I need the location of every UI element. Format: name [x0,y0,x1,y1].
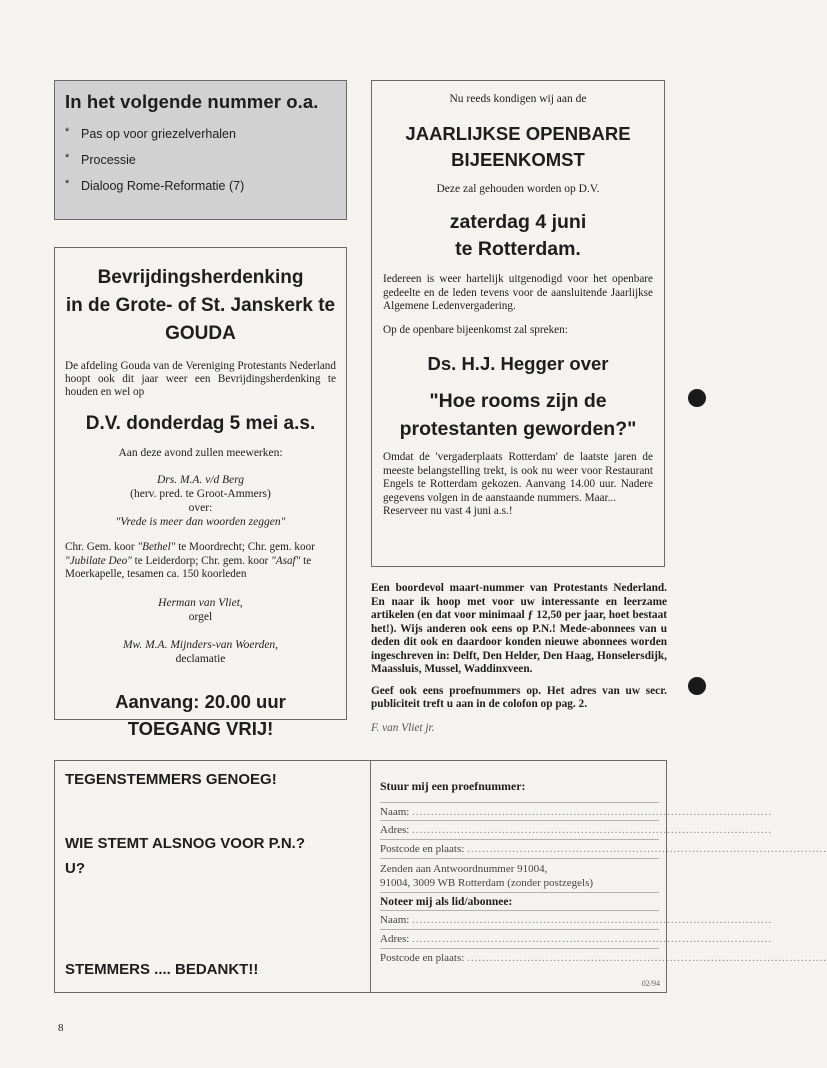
remembrance-date: D.V. donderdag 5 mei a.s. [85,413,316,434]
meeting-heading: JAARLIJKSE OPENBARE BIJEENKOMST [405,123,631,170]
remembrance-box [54,247,347,739]
choirs-text: Chr. Gem. koor "Bethel" te Moordrecht; Chr. gem. koor "Jubilate Deo" te Leiderdorp; Chr. gem. koor "Asaf" te Moerkapelle, tesamen ca. 150 koorleden [65,541,315,580]
bullet-icon: * [65,126,70,138]
member-address-field[interactable]: Adres: ................................................................................................ [380,930,659,949]
list-item: * Pas op voor griezelverhalen [65,126,236,141]
bullet-icon: * [65,178,70,190]
meeting-invitation: Iedereen is weer hartelijk uitgenodigd voor het openbare gedeelte en de leden tevens voor de aansluitende Jaarlijkse Algemene Ledenvergadering. [383,273,653,312]
voters-box [54,760,370,993]
postcode-field[interactable]: Postcode en plaats: ................................................................................................ [380,840,659,859]
address-field[interactable]: Adres: ................................................................................................ [380,821,659,840]
organist-role: orgel [188,610,213,623]
voters-line-3: U? [65,860,85,877]
editorial-para-1: Een boordevol maart-nummer van Protestants Nederland. En naar ik hoop met voor uw interessante en leerzame artikelen (en dat voor minimaal ƒ 12,50 per jaar, hoet bestaat het!). Wijs anderen ook eens op P.N.! Mede-abonnees van u deden dit ook en daardoor konden nieuwe abonnees worden ingeschreven in: Delft, Den Helder, Den Haag, Honselersdijk, Maassluis, Mussel, Waddinxveen. [371,582,667,675]
speaker-topic: "Vrede is meer dan woorden zeggen" [115,516,286,528]
page-number: 8 [58,1022,64,1034]
member-postcode-field[interactable]: Postcode en plaats: ................................................................................................ [380,952,827,964]
declaimer-role: declamatie [175,652,226,665]
next-issue-box [54,80,347,220]
meeting-speaker: Ds. H.J. Hegger over [427,353,609,374]
meeting-date: zaterdag 4 juni te Rotterdam. [449,211,587,260]
send-address: Zenden aan Antwoordnummer 91004, 91004, 3009 WB Rotterdam (zonder postzegels) [380,859,659,893]
admission: TOEGANG VRIJ! [127,717,274,739]
start-time-block [65,688,336,742]
declaimer-block [65,638,336,666]
form-code: 02/94 [641,979,660,988]
organist-block [65,596,336,624]
member-heading: Noteer mij als lid/abonnee: [380,893,659,911]
voters-line-2: WIE STEMT ALSNOG VOOR P.N.? [65,835,306,852]
list-item: * Processie [65,152,136,167]
meeting-topic: "Hoe rooms zijn de protestanten geworden?" [399,390,637,440]
next-issue-list [65,127,336,193]
editorial-text [371,582,667,735]
meeting-venue: Omdat de 'vergaderplaats Rotterdam' de laatste jaren de meeste belangstelling trekt, is ook nu weer voor Restaurant Engels te Rotterdam gekozen. Aanvang 14.00 uur. Nadere gegevens volgen in de aanstaande nummers. Maar... [383,451,653,504]
voters-line-4: STEMMERS .... BEDANKT!! [65,961,259,978]
speaker-over: over: [188,502,213,514]
contributors-intro: Aan deze avond zullen meewerken: [118,447,283,459]
subscription-form [370,760,827,993]
speaker-block [65,473,336,529]
punch-hole-icon [688,389,706,407]
bullet-icon: * [65,152,70,164]
remembrance-title: Bevrijdingsherdenking in de Grote- of St. Janskerk te GOUDA [65,267,336,344]
editorial-signature: F. van Vliet jr. [371,721,435,734]
member-name-field[interactable]: Naam: ................................................................................................ [380,911,659,930]
list-item: * Dialoog Rome-Reformatie (7) [65,178,245,193]
meeting-speaker-intro: Op de openbare bijeenkomst zal spreken: [383,323,568,336]
editorial-para-2: Geef ook eens proefnummers op. Het adres van uw secr. publiciteit treft u aan in de colofon op pag. 2. [371,684,667,710]
voters-line-1: TEGENSTEMMERS GENOEG! [65,771,277,788]
next-issue-title: In het volgende nummer o.a. [65,91,319,112]
start-time: Aanvang: 20.00 uur [115,690,286,712]
meeting-announce: Nu reeds kondigen wij aan de [449,93,587,105]
meeting-held-on: Deze zal gehouden worden op D.V. [436,183,600,195]
organist-name: Herman van Vliet, [158,596,243,609]
form-heading: Stuur mij een proefnummer: [380,779,526,793]
punch-hole-icon [688,677,706,695]
annual-meeting-box [371,80,665,567]
remembrance-intro: De afdeling Gouda van de Vereniging Protestants Nederland hoopt ook dit jaar weer een Bevrijdingsherdenking te houden en wel op [65,360,336,398]
meeting-reserve: Reserveer nu vast 4 juni a.s.! [383,505,513,517]
speaker-role: (herv. pred. te Groot-Ammers) [130,488,271,500]
name-field[interactable]: Naam: ................................................................................................ [380,802,659,821]
declaimer-name: Mw. M.A. Mijnders-van Woerden, [122,638,279,651]
speaker-name: Drs. M.A. v/d Berg [156,474,245,486]
